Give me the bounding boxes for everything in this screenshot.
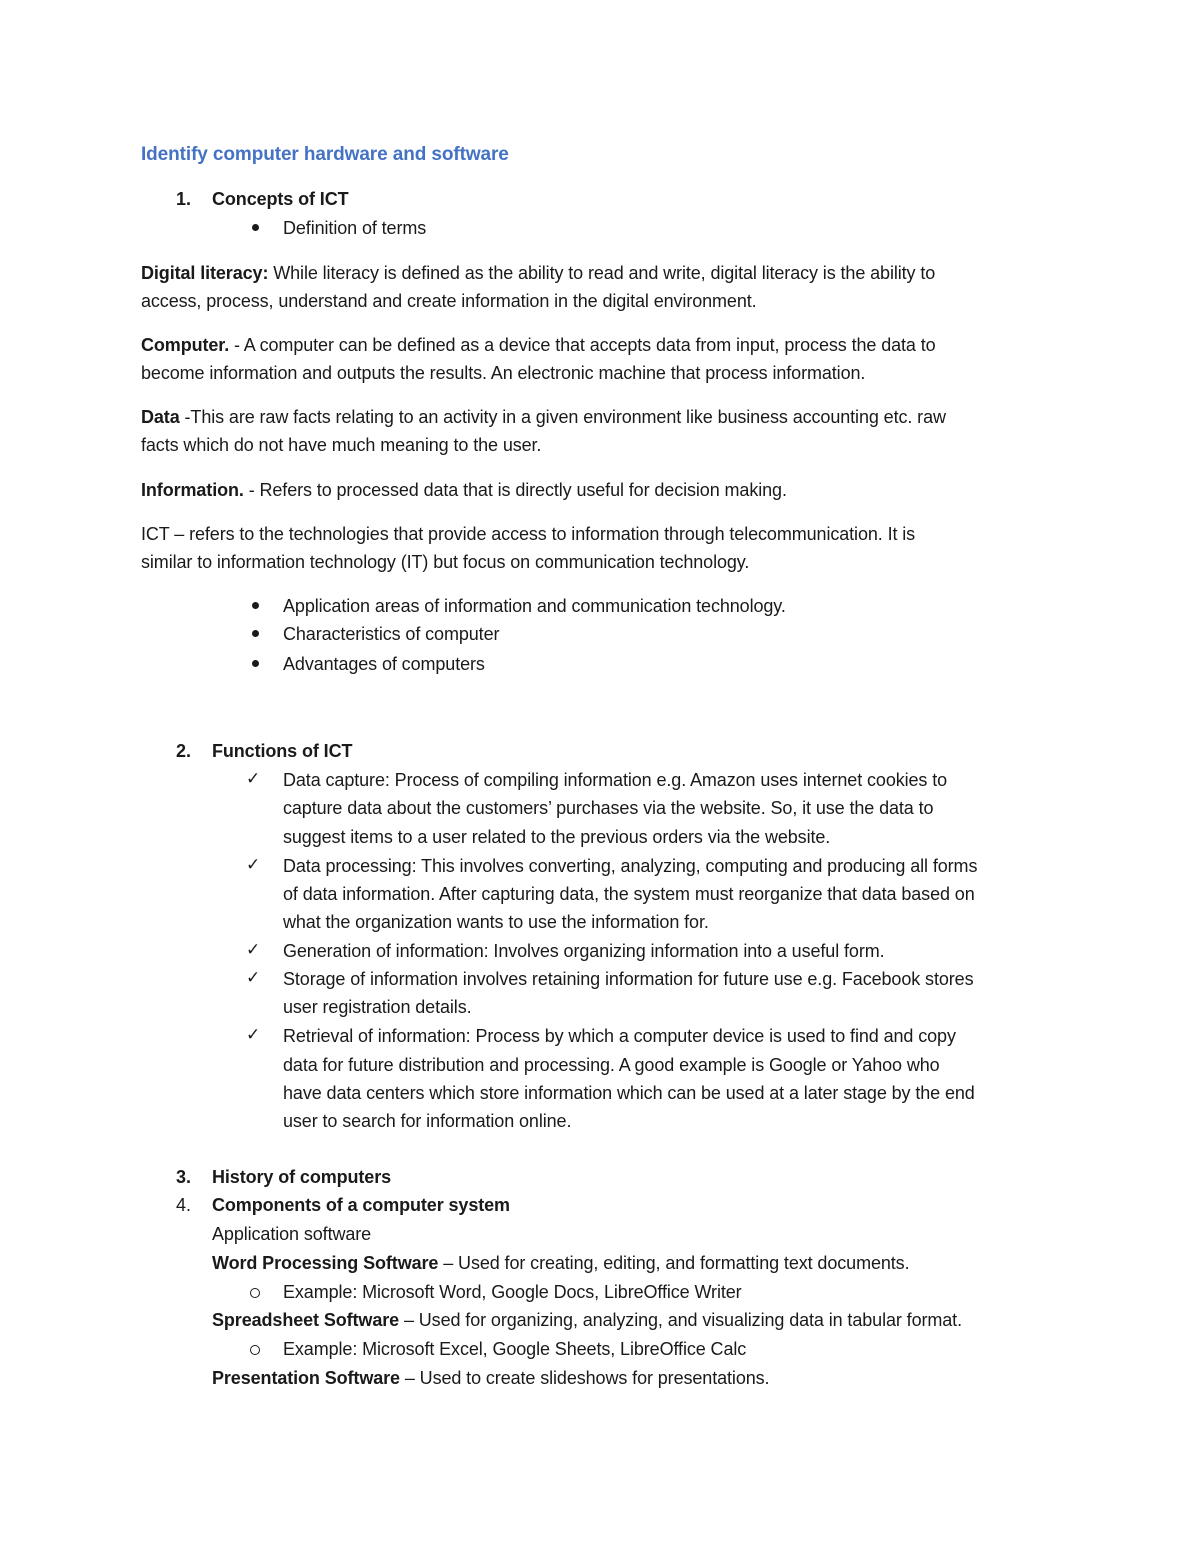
section-1-number: 1. (176, 189, 192, 209)
function-item-line: data for future distribution and processing. A good example is Google or Yahoo who (283, 1055, 940, 1075)
section-2-number: 2. (176, 741, 192, 761)
bullet-icon (252, 224, 259, 231)
page-title: Identify computer hardware and software (141, 144, 509, 165)
function-item-line: user registration details. (283, 997, 472, 1017)
list-item: Application areas of information and communication technology. (283, 596, 786, 616)
function-item-line: Data processing: This involves converting, analyzing, computing and producing all forms (283, 856, 978, 876)
list-item: Characteristics of computer (283, 624, 500, 644)
definition-text: - A computer can be defined as a device that accepts data from input, process the data to (229, 335, 936, 355)
section-1-heading: Concepts of ICT (212, 189, 349, 209)
definition-information (141, 476, 787, 504)
list-item: Advantages of computers (283, 654, 485, 674)
definition-ict: ICT – refers to the technologies that provide access to information through telecommunication. It is (141, 524, 916, 544)
bullet-icon (252, 602, 259, 609)
software-description: – Used for creating, editing, and formatting text documents. (438, 1253, 910, 1273)
checkmark-icon: ✓ (246, 1025, 261, 1045)
function-item-line: have data centers which store information which can be used at a later stage by the end (283, 1083, 975, 1103)
software-presentation (212, 1364, 769, 1392)
definition-text: similar to information technology (IT) but focus on communication technology. (141, 552, 750, 572)
software-word-processing (212, 1249, 909, 1277)
function-item-line: of data information. After capturing data, the system must reorganize that data based on (283, 884, 975, 904)
function-item-line: suggest items to a user related to the previous orders via the website. (283, 827, 831, 847)
function-item-line: Retrieval of information: Process by which a computer device is used to find and copy (283, 1026, 956, 1046)
term-word-processing: Word Processing Software (212, 1253, 439, 1273)
definition-digital-literacy (141, 259, 935, 287)
checkmark-icon: ✓ (246, 940, 261, 960)
term-presentation: Presentation Software (212, 1368, 400, 1388)
circle-bullet-icon (250, 1345, 260, 1355)
term-spreadsheet: Spreadsheet Software (212, 1310, 400, 1330)
checkmark-icon: ✓ (246, 769, 261, 789)
section-4-subheading: Application software (212, 1224, 372, 1244)
definition-text: -This are raw facts relating to an activity in a given environment like business accounting etc. raw (179, 407, 946, 427)
software-example: Example: Microsoft Excel, Google Sheets, LibreOffice Calc (283, 1339, 747, 1359)
function-item-line: user to search for information online. (283, 1111, 572, 1131)
function-item-line: capture data about the customers’ purchases via the website. So, it use the data to (283, 798, 934, 818)
function-item-line: Generation of information: Involves organizing information into a useful form. (283, 941, 885, 961)
checkmark-icon: ✓ (246, 855, 261, 875)
definition-text: While literacy is defined as the ability to read and write, digital literacy is the ability to (268, 263, 936, 283)
definition-text: become information and outputs the results. An electronic machine that process information. (141, 363, 866, 383)
section-3-heading: History of computers (212, 1167, 392, 1187)
software-description: – Used for organizing, analyzing, and visualizing data in tabular format. (399, 1310, 962, 1330)
term-information: Information. (141, 480, 244, 500)
section-4-heading: Components of a computer system (212, 1195, 510, 1215)
bullet-icon (252, 660, 259, 667)
bullet-icon (252, 630, 259, 637)
section-1-bullet-definition: Definition of terms (283, 218, 427, 238)
function-item-line: what the organization wants to use the information for. (283, 912, 709, 932)
definition-computer (141, 331, 936, 359)
function-item-line: Data capture: Process of compiling information e.g. Amazon uses internet cookies to (283, 770, 948, 790)
term-digital-literacy: Digital literacy: (141, 263, 269, 283)
section-3-number: 3. (176, 1167, 192, 1187)
checkmark-icon: ✓ (246, 968, 261, 988)
definition-text: facts which do not have much meaning to the user. (141, 435, 542, 455)
section-4-number: 4. (176, 1195, 192, 1215)
term-computer: Computer. (141, 335, 230, 355)
term-data: Data (141, 407, 180, 427)
software-example: Example: Microsoft Word, Google Docs, LibreOffice Writer (283, 1282, 742, 1302)
definition-text: - Refers to processed data that is directly useful for decision making. (243, 480, 787, 500)
software-spreadsheet (212, 1306, 962, 1334)
definition-text: access, process, understand and create information in the digital environment. (141, 291, 757, 311)
software-description: – Used to create slideshows for presentations. (399, 1368, 770, 1388)
circle-bullet-icon (250, 1288, 260, 1298)
section-2-heading: Functions of ICT (212, 741, 353, 761)
definition-data (141, 403, 946, 431)
function-item-line: Storage of information involves retaining information for future use e.g. Facebook stores (283, 969, 974, 989)
